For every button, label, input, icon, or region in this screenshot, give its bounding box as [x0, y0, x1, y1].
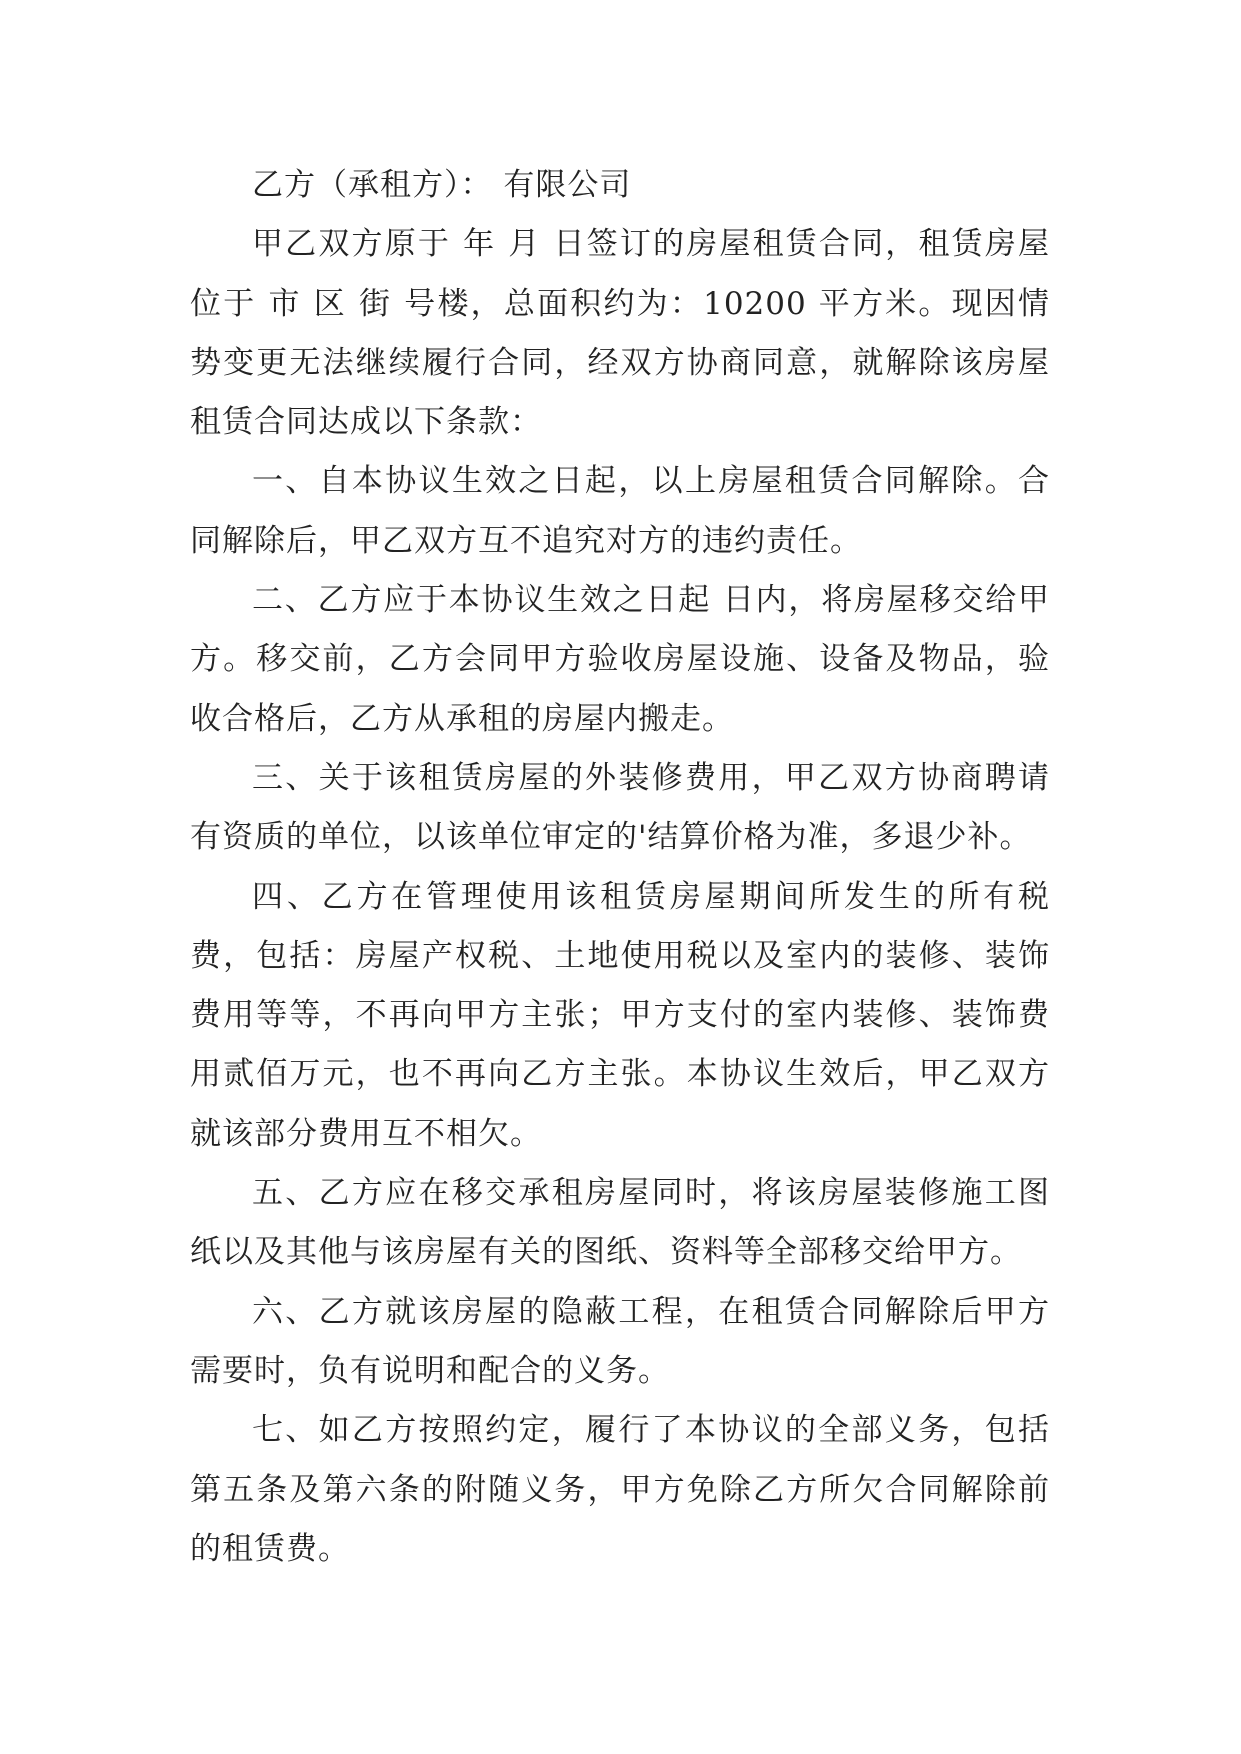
preamble-paragraph: 甲乙双方原于 年 月 日签订的房屋租赁合同，租赁房屋位于 市 区 街 号楼，总面积约为：10200 平方米。现因情势变更无法继续履行合同，经双方协商同意，就解除该房屋租赁合同达成以下条款：: [190, 226, 1050, 441]
clause-6: 六、乙方就该房屋的隐蔽工程，在租赁合同解除后甲方需要时，负有说明和配合的义务。: [190, 1293, 1050, 1389]
clause-3: 三、关于该租赁房屋的外装修费用，甲乙双方协商聘请有资质的单位，以该单位审定的'结算价格为准，多退少补。: [190, 759, 1050, 856]
clause-7: 七、如乙方按照约定，履行了本协议的全部义务，包括第五条及第六条的附随义务，甲方免除乙方所欠合同解除前的租赁费。: [190, 1412, 1050, 1567]
lessee-line: 乙方（承租方）： 有限公司: [252, 167, 632, 203]
document-body: [190, 156, 1050, 1579]
clause-2: 二、乙方应于本协议生效之日起 日内，将房屋移交给甲方。移交前，乙方会同甲方验收房屋设施、设备及物品，验收合格后，乙方从承租的房屋内搬走。: [190, 582, 1050, 737]
clause-5: 五、乙方应在移交承租房屋同时，将该房屋装修施工图纸以及其他与该房屋有关的图纸、资料等全部移交给甲方。: [190, 1175, 1050, 1271]
clause-1: 一、自本协议生效之日起，以上房屋租赁合同解除。合同解除后，甲乙双方互不追究对方的违约责任。: [190, 463, 1050, 559]
clause-4: 四、乙方在管理使用该租赁房屋期间所发生的所有税费，包括：房屋产权税、土地使用税以及室内的装修、装饰费用等等，不再向甲方主张；甲方支付的室内装修、装饰费用贰佰万元，也不再向乙方主张。本协议生效后，甲乙双方就该部分费用互不相欠。: [190, 878, 1050, 1152]
